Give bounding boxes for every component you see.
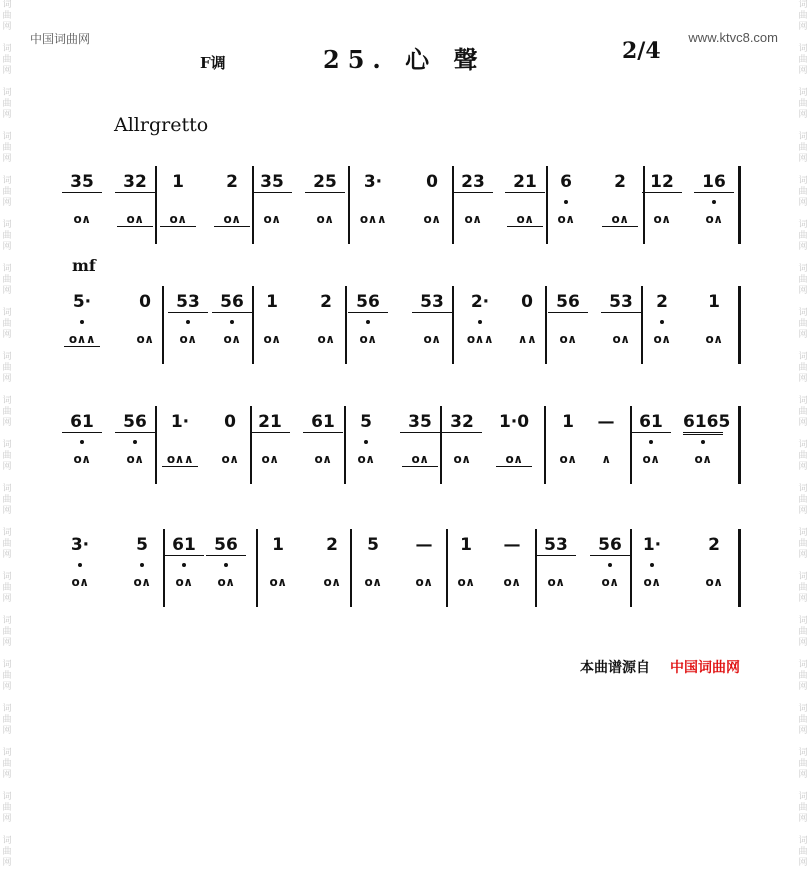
note: 56: [115, 412, 155, 433]
note: 3·: [70, 535, 90, 555]
octave-dot: [224, 563, 228, 567]
barline: [155, 406, 157, 484]
note: 16: [694, 172, 734, 193]
note: 0: [521, 292, 533, 312]
time-signature: 2/4: [622, 38, 661, 64]
beat-mark: o∧: [71, 575, 89, 589]
beat-mark: o∧: [357, 452, 375, 466]
beat-mark: ∧: [601, 452, 611, 466]
octave-dot: [712, 200, 716, 204]
score-row: [0, 172, 810, 262]
note: 1·: [642, 535, 662, 555]
note: 25: [305, 172, 345, 193]
note: 32: [115, 172, 155, 193]
barline: [544, 406, 546, 484]
octave-dot: [133, 440, 137, 444]
score-row: [0, 535, 810, 625]
note: 53: [601, 292, 641, 313]
beat-mark: o∧: [507, 212, 543, 227]
note: 56: [212, 292, 252, 313]
beat-mark: o∧: [359, 332, 377, 346]
note: 1·0: [498, 412, 530, 432]
song-title: 25. 心 聲: [323, 45, 486, 74]
octave-dot: [80, 440, 84, 444]
note: 53: [168, 292, 208, 313]
beat-mark: o∧: [601, 575, 619, 589]
beat-mark: o∧: [559, 332, 577, 346]
source-label: 本曲谱源自: [580, 660, 650, 676]
note: 6: [560, 172, 572, 192]
beat-mark: o∧: [694, 452, 712, 466]
note: 61: [62, 412, 102, 433]
beat-mark: o∧: [557, 212, 575, 226]
barline: [452, 286, 454, 364]
octave-dot: [478, 320, 482, 324]
beat-mark: o∧: [457, 575, 475, 589]
note: 1: [562, 412, 574, 432]
watermark-left-strip: 词 曲 网 词 曲 网 词 曲 网 词 曲 网 词 曲 网 词 曲 网 词 曲 网 词 曲 网 词 曲 网 词 曲 网 词 曲 网 词 曲 网 词 曲 网 词 曲 网 词 曲 网 词 曲 网 词 曲 网 词 曲 网 词 曲 网 词 曲 网: [2, 0, 12, 868]
note: 2: [226, 172, 238, 192]
beat-mark: o∧: [117, 212, 153, 227]
note: 6165: [683, 412, 723, 435]
beat-mark: o∧: [643, 575, 661, 589]
beat-mark: o∧: [612, 332, 630, 346]
octave-dot: [701, 440, 705, 444]
note: 56: [548, 292, 588, 313]
note: —: [415, 535, 433, 555]
tempo-marking: Allrgretto: [114, 114, 209, 136]
beat-mark: o∧: [217, 575, 235, 589]
beat-mark: o∧: [642, 452, 660, 466]
note: 0: [139, 292, 151, 312]
beat-mark: o∧: [175, 575, 193, 589]
note: 1·: [170, 412, 190, 432]
beat-mark: o∧: [364, 575, 382, 589]
barline: [155, 166, 157, 244]
octave-dot: [608, 563, 612, 567]
note: 21: [250, 412, 290, 433]
watermark-top-right: www.ktvc8.com: [688, 30, 778, 45]
octave-dot: [366, 320, 370, 324]
note: 2: [614, 172, 626, 192]
beat-mark: o∧: [496, 452, 532, 467]
octave-dot: [649, 440, 653, 444]
beat-mark: o∧: [653, 332, 671, 346]
octave-dot: [564, 200, 568, 204]
beat-mark: o∧: [415, 575, 433, 589]
beat-mark: o∧: [269, 575, 287, 589]
note: 5·: [72, 292, 92, 312]
beat-mark: o∧: [464, 212, 482, 226]
beat-mark: o∧: [503, 575, 521, 589]
beat-mark: o∧: [705, 575, 723, 589]
note: 35: [62, 172, 102, 193]
beat-mark: o∧: [705, 332, 723, 346]
note: 5: [136, 535, 148, 555]
beat-mark: o∧: [402, 452, 438, 467]
note: 1: [708, 292, 720, 312]
note: 1: [272, 535, 284, 555]
source-footer: [580, 657, 740, 677]
barline: [738, 166, 741, 244]
note: 12: [642, 172, 682, 193]
note: 35: [400, 412, 440, 433]
source-brand: 中国词曲网: [670, 660, 740, 676]
beat-mark: ∧∧: [517, 332, 537, 346]
note: 56: [348, 292, 388, 313]
beat-mark: o∧: [221, 452, 239, 466]
beat-mark: o∧∧: [162, 452, 198, 467]
score-row: [0, 412, 810, 502]
note: 2: [656, 292, 668, 312]
note: 0: [224, 412, 236, 432]
score-row: [0, 292, 810, 382]
beat-mark: o∧: [179, 332, 197, 346]
dynamic-marking: mf: [72, 256, 96, 275]
key-signature: F调: [200, 54, 226, 72]
octave-dot: [78, 563, 82, 567]
barline: [738, 406, 741, 484]
octave-dot: [230, 320, 234, 324]
note: 1: [266, 292, 278, 312]
note: 56: [206, 535, 246, 556]
note: 23: [453, 172, 493, 193]
note: 2·: [470, 292, 490, 312]
beat-mark: o∧∧: [466, 332, 494, 346]
note: 21: [505, 172, 545, 193]
note: 2: [708, 535, 720, 555]
beat-mark: o∧: [223, 332, 241, 346]
octave-dot: [660, 320, 664, 324]
beat-mark: o∧: [323, 575, 341, 589]
note: 32: [442, 412, 482, 433]
note: —: [597, 412, 615, 432]
note: 2: [320, 292, 332, 312]
octave-dot: [182, 563, 186, 567]
note: 1: [460, 535, 472, 555]
beat-mark: o∧: [133, 575, 151, 589]
beat-mark: o∧: [653, 212, 671, 226]
barline: [738, 286, 741, 364]
beat-mark: o∧: [423, 332, 441, 346]
note: 53: [412, 292, 452, 313]
note: —: [503, 535, 521, 555]
octave-dot: [364, 440, 368, 444]
beat-mark: o∧: [559, 452, 577, 466]
beat-mark: o∧: [547, 575, 565, 589]
note: 61: [164, 535, 204, 556]
note: 2: [326, 535, 338, 555]
beat-mark: o∧: [453, 452, 471, 466]
note: 1: [172, 172, 184, 192]
beat-mark: o∧: [316, 212, 334, 226]
note: 3·: [363, 172, 383, 192]
beat-mark: o∧: [314, 452, 332, 466]
note: 5: [367, 535, 379, 555]
beat-mark: o∧: [126, 452, 144, 466]
beat-mark: o∧: [263, 212, 281, 226]
beat-mark: o∧: [73, 212, 91, 226]
barline: [738, 529, 741, 607]
watermark-right-strip: 词 曲 网 词 曲 网 词 曲 网 词 曲 网 词 曲 网 词 曲 网 词 曲 网 词 曲 网 词 曲 网 词 曲 网 词 曲 网 词 曲 网 词 曲 网 词 曲 网 词 曲 网 词 曲 网 词 曲 网 词 曲 网 词 曲 网 词 曲 网: [798, 0, 808, 868]
note: 53: [536, 535, 576, 556]
note: 0: [426, 172, 438, 192]
beat-mark: o∧: [261, 452, 279, 466]
octave-dot: [80, 320, 84, 324]
beat-mark: o∧: [136, 332, 154, 346]
beat-mark: o∧: [705, 212, 723, 226]
note: 56: [590, 535, 630, 556]
beat-mark: o∧: [317, 332, 335, 346]
note: 61: [631, 412, 671, 433]
octave-dot: [650, 563, 654, 567]
note: 35: [252, 172, 292, 193]
barline: [348, 166, 350, 244]
note: 5: [360, 412, 372, 432]
beat-mark: o∧∧: [359, 212, 387, 226]
octave-dot: [186, 320, 190, 324]
watermark-top-left: 中国词曲网: [30, 32, 91, 46]
beat-mark: o∧: [214, 212, 250, 227]
beat-mark: o∧: [263, 332, 281, 346]
beat-mark: o∧: [423, 212, 441, 226]
beat-mark: o∧: [73, 452, 91, 466]
octave-dot: [140, 563, 144, 567]
beat-mark: o∧: [602, 212, 638, 227]
beat-mark: o∧: [160, 212, 196, 227]
beat-mark: o∧∧: [64, 332, 100, 347]
note: 61: [303, 412, 343, 433]
